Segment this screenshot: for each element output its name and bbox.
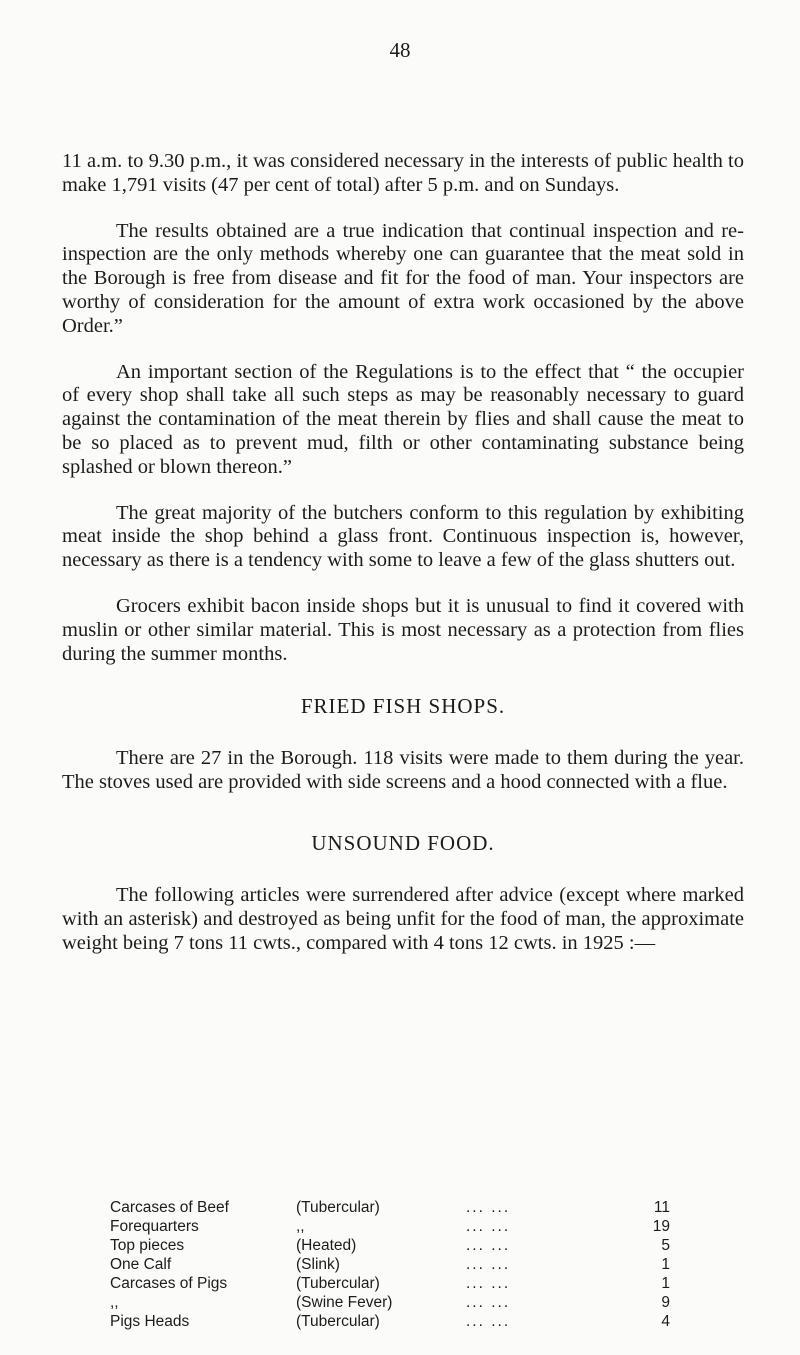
unsound-food-table <box>110 1198 670 1331</box>
table-cell-item: One Calf <box>110 1256 172 1273</box>
table-cell-item: Top pieces <box>110 1237 185 1254</box>
table-cell-item: Carcases of Pigs <box>110 1275 228 1292</box>
table-row <box>110 1274 670 1293</box>
table-cell-condition: (Swine Fever) <box>296 1294 393 1311</box>
table-cell-leader: ... ... <box>466 1275 511 1292</box>
table-cell-condition: (Slink) <box>296 1256 340 1273</box>
table-cell-count: 19 <box>652 1218 670 1235</box>
table-cell-leader: ... ... <box>466 1237 511 1254</box>
table-cell-condition: (Tubercular) <box>296 1275 380 1292</box>
table-cell-item: Forequarters <box>110 1218 199 1235</box>
heading-unsound-food: UNSOUND FOOD. <box>311 830 495 855</box>
table-cell-item: Pigs Heads <box>110 1313 190 1330</box>
paragraph-butchers: The great majority of the butchers conform to this regulation by exhibiting meat inside the shop behind a glass front. Continuous inspection is, however, necessary as there is a tendency with some to leave a few of the glass shutters out. <box>62 501 744 572</box>
table-cell-count: 11 <box>653 1199 670 1216</box>
paragraph-grocers: Grocers exhibit bacon inside shops but it is unusual to find it covered with muslin or other similar material. This is most necessary as a protection from flies during the summer months. <box>62 594 744 665</box>
table-row <box>110 1293 670 1312</box>
paragraph-fried-fish: There are 27 in the Borough. 118 visits were made to them during the year. The stoves used are provided with side screens and a hood connected with a flue. <box>62 747 744 794</box>
table-cell-item: Carcases of Beef <box>110 1199 229 1216</box>
table-cell-leader: ... ... <box>466 1313 511 1330</box>
table-cell-count: 1 <box>661 1275 670 1292</box>
table-cell-count: 9 <box>661 1294 670 1311</box>
paragraph-results: The results obtained are a true indication that continual inspection and re-inspection are the only methods whereby one can guarantee that the meat sold in the Borough is free from disease and fit for the food of man. Your inspectors are worthy of consideration for the amount of extra work occasioned by the above Order.” <box>62 219 744 337</box>
table-cell-item: ,, <box>110 1294 119 1311</box>
page-number: 48 <box>389 38 411 62</box>
table-cell-leader: ... ... <box>466 1218 511 1235</box>
table-cell-leader: ... ... <box>466 1199 511 1216</box>
table-row <box>110 1217 670 1236</box>
table-cell-condition: (Tubercular) <box>296 1199 380 1216</box>
heading-fried-fish-shops: FRIED FISH SHOPS. <box>300 694 506 719</box>
table-cell-leader: ... ... <box>466 1294 511 1311</box>
table-row <box>110 1198 670 1217</box>
table-cell-count: 5 <box>661 1237 670 1254</box>
paragraph-continued: 11 a.m. to 9.30 p.m., it was considered necessary in the interests of public health to make 1,791 visits (47 per cent of total) after 5 p.m. and on Sundays. <box>62 150 744 196</box>
document-body <box>62 150 744 977</box>
table-cell-condition: ,, <box>296 1218 305 1235</box>
table-cell-count: 4 <box>661 1313 670 1330</box>
table-cell-leader: ... ... <box>466 1256 511 1273</box>
table-row <box>110 1236 670 1255</box>
paragraph-regulations: An important section of the Regulations is to the effect that “ the occupier of every shop shall take all such steps as may be reasonably necessary to guard against the contamination of the meat therein by flies and shall cause the meat to be so placed as to prevent mud, filth or other contaminating substance being splashed or blown thereon.” <box>62 360 744 478</box>
table-cell-condition: (Tubercular) <box>296 1313 380 1330</box>
table-row <box>110 1255 670 1274</box>
paragraph-unsound-food: The following articles were surrendered after advice (except where marked with an asterisk) and destroyed as being unfit for the food of man, the approximate weight being 7 tons 11 cwts., compared with 4 tons 12 cwts. in 1925 :— <box>62 883 744 954</box>
table-row <box>110 1312 670 1331</box>
table-cell-count: 1 <box>661 1256 670 1273</box>
table-cell-condition: (Heated) <box>296 1237 357 1254</box>
